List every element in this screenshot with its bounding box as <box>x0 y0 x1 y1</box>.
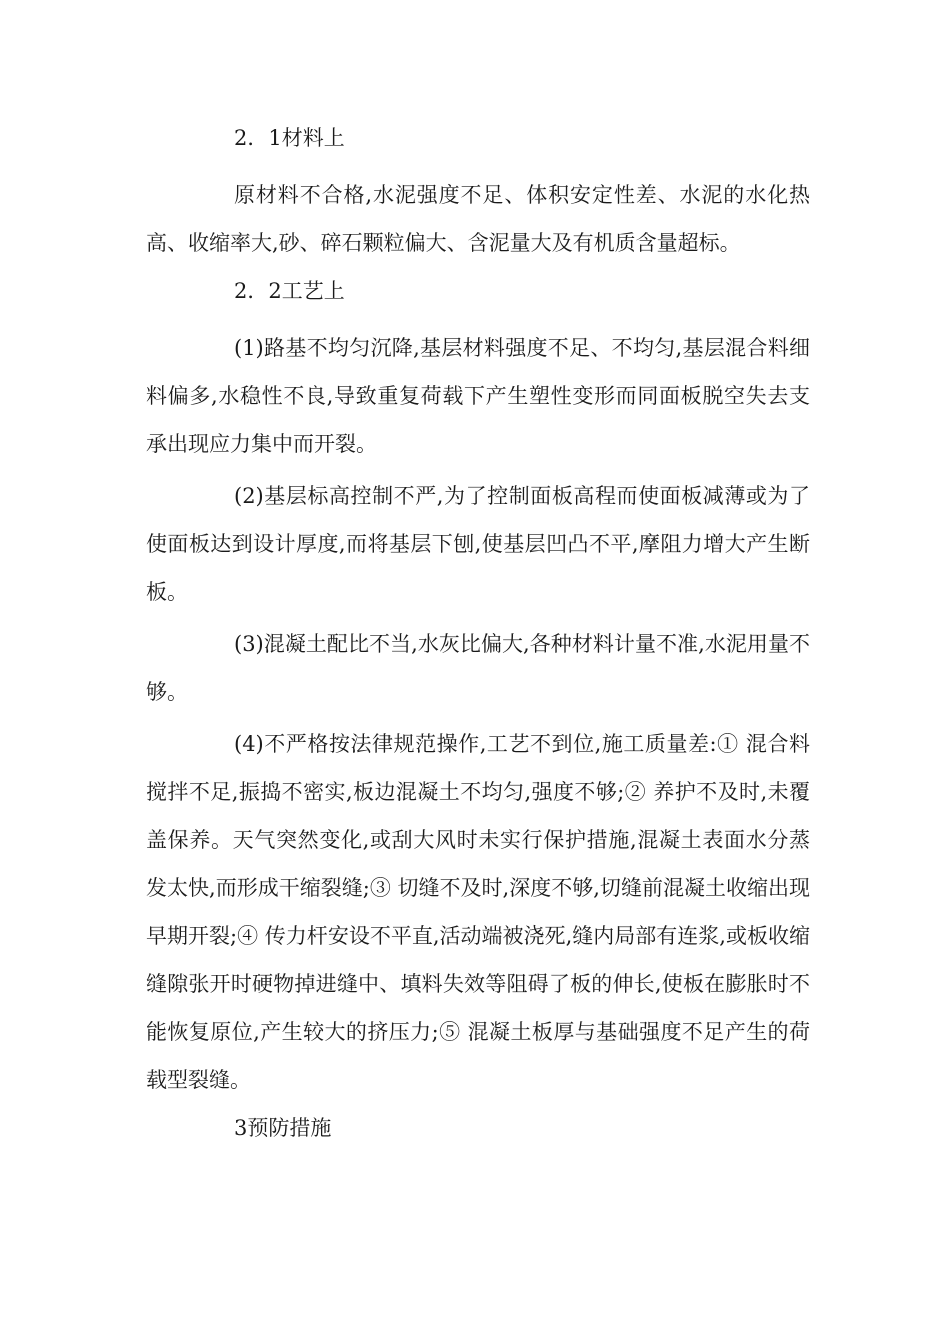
paragraph-item-1: (1)路基不均匀沉降,基层材料强度不足、不均匀,基层混合料细料偏多,水稳性不良,导致重复荷载下产生塑性变形而同面板脱空失去支承出现应力集中而开裂。 <box>146 336 810 456</box>
paragraph-item-2: (2)基层标高控制不严,为了控制面板高程而使面板减薄或为了使面板达到设计厚度,而将基层下刨,使基层凹凸不平,摩阻力增大产生断板。 <box>146 484 810 604</box>
document-body <box>146 118 810 1161</box>
section-heading-process: 2．2工艺上 <box>234 279 345 303</box>
section-heading-materials: 2．1材料上 <box>234 126 345 150</box>
section-heading-prevention: 3预防措施 <box>234 1116 332 1140</box>
paragraph-item-4: (4)不严格按法律规范操作,工艺不到位,施工质量差:① 混合料搅拌不足,振捣不密实,板边混凝土不均匀,强度不够;② 养护不及时,未覆盖保养。天气突然变化,或刮大风时未实行保护措施,混凝土表面水分蒸发太快,而形成干缩裂缝;③ 切缝不及时,深度不够,切缝前混凝土收缩出现早期开裂;④ 传力杆安设不平直,活动端被浇死,缝内局部有连浆,或板收缩缝隙张开时硬物掉进缝中、填料失效等阻碍了板的伸长,使板在膨胀时不能恢复原位,产生较大的挤压力;⑤ 混凝土板厚与基础强度不足产生的荷载型裂缝。 <box>146 732 810 1092</box>
paragraph-materials: 原材料不合格,水泥强度不足、体积安定性差、水泥的水化热高、收缩率大,砂、碎石颗粒偏大、含泥量大及有机质含量超标。 <box>146 183 810 255</box>
paragraph-item-3: (3)混凝土配比不当,水灰比偏大,各种材料计量不准,水泥用量不够。 <box>146 632 810 704</box>
